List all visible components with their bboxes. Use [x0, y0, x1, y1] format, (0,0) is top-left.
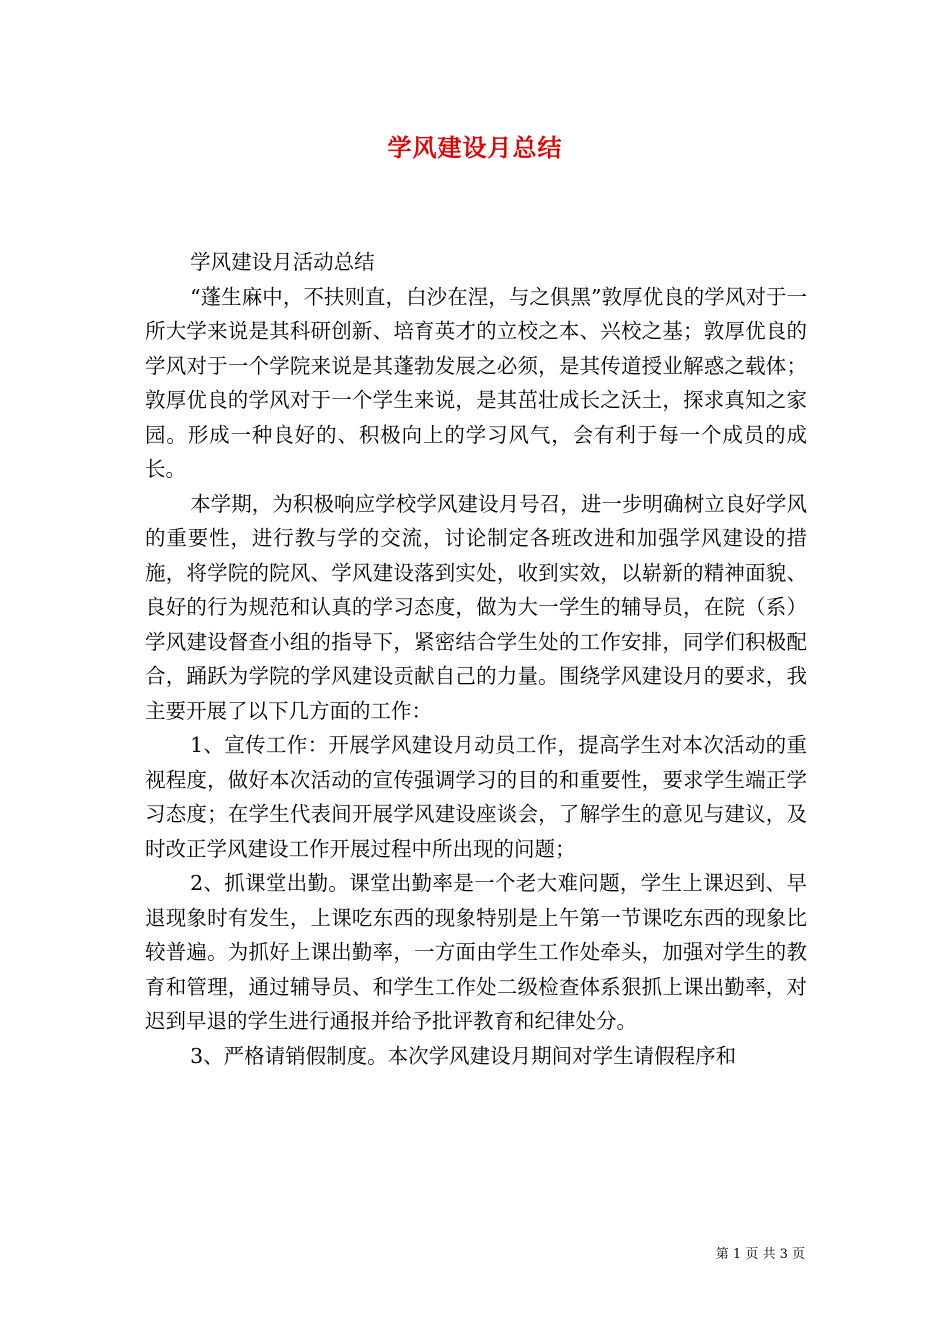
paragraph-item-3: 3、严格请销假制度。本次学风建设月期间对学生请假程序和	[190, 1043, 737, 1068]
paragraph-intro: “蓬生麻中，不扶则直，白沙在涅，与之俱黑”敦厚优良的学风对于一所大学来说是其科研创新、培育英才的立校之本、兴校之基；敦厚优良的学风对于一个学院来说是其蓬勃发展之必须，是其传道授业解惑之载体；敦厚优良的学风对于一个学生来说，是其茁壮成长之沃土，探求真知之家园。形成一种良好的、积极向上的学习风气，会有利于每一个成员的成长。	[145, 284, 807, 481]
paragraph-item-1: 1、宣传工作：开展学风建设月动员工作，提高学生对本次活动的重视程度，做好本次活动的宣传强调学习的目的和重要性，要求学生端正学习态度；在学生代表间开展学风建设座谈会，了解学生的意见与建议，及时改正学风建设工作开展过程中所出现的问题；	[145, 733, 807, 861]
document-title: 学风建设月总结	[387, 133, 563, 162]
page-number-footer: 第 1 页 共 3 页	[715, 1247, 805, 1262]
paragraph-semester: 本学期，为积极响应学校学风建设月号召，进一步明确树立良好学风的重要性，进行教与学的交流，讨论制定各班改进和加强学风建设的措施，将学院的院风、学风建设落到实处，收到实效，以崭新的精神面貌、良好的行为规范和认真的学习态度，做为大一学生的辅导员，在院（系）学风建设督查小组的指导下，紧密结合学生处的工作安排，同学们积极配合，踊跃为学院的学风建设贡献自己的力量。围绕学风建设月的要求，我主要开展了以下几方面的工作：	[145, 491, 807, 723]
document-subtitle: 学风建设月活动总结	[190, 250, 375, 274]
paragraph-item-2: 2、抓课堂出勤。课堂出勤率是一个老大难问题，学生上课迟到、早退现象时有发生，上课吃东西的现象特别是上午第一节课吃东西的现象比较普遍。为抓好上课出勤率，一方面由学生工作处牵头，加强对学生的教育和管理，通过辅导员、和学生工作处二级检查体系狠抓上课出勤率，对迟到早退的学生进行通报并给予批评教育和纪律处分。	[145, 871, 807, 1033]
document-body	[145, 245, 807, 1073]
